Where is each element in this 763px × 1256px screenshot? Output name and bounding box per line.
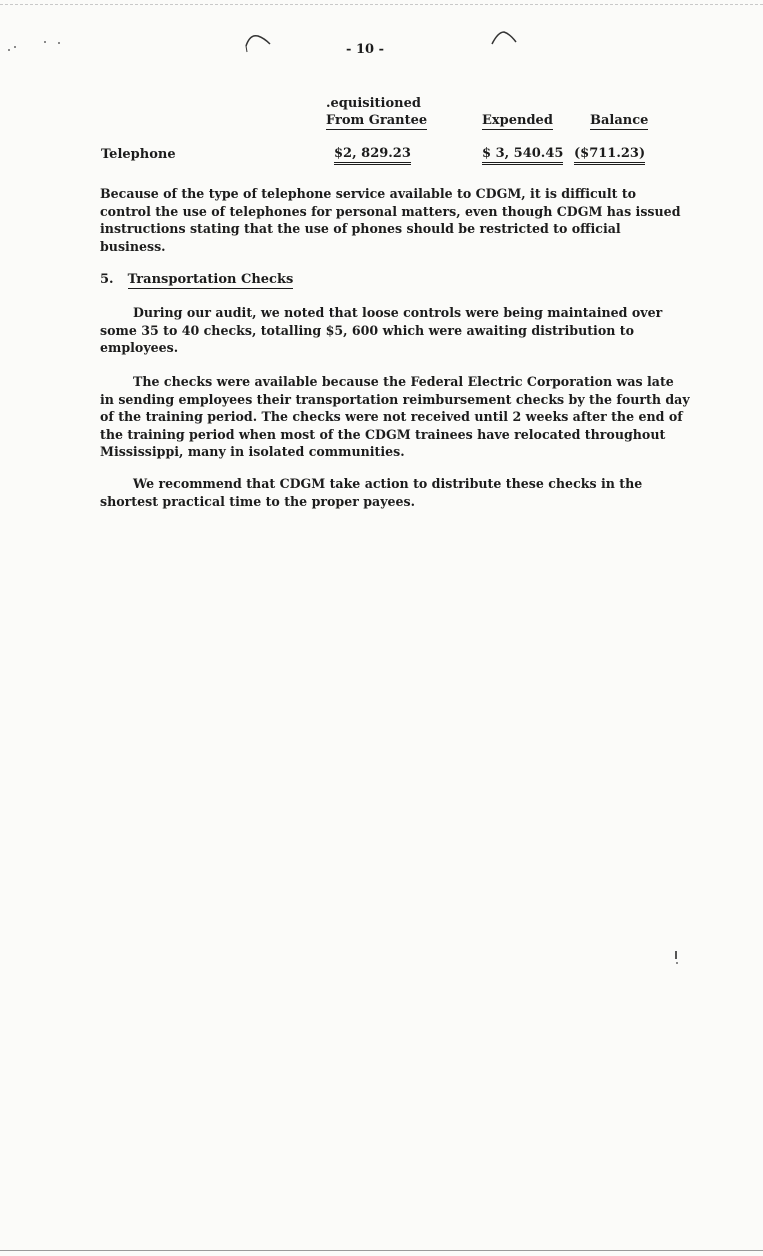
recommendation-paragraph: We recommend that CDGM take action to distribute these checks in the shortest practical time to the proper payees. [100, 476, 643, 509]
checks-paragraph: The checks were available because the Federal Electric Corporation was late in sending employees their transportation reimbursement checks by the fourth day of the training period. The checks were not received until 2 weeks after the end of the training period when most of the CDGM trainees have relocated throughout Mississippi, many in isolated communities. [100, 374, 690, 459]
requisitioned-value: $2, 829.23 [334, 146, 411, 161]
expended-value: $ 3, 540.45 [482, 146, 563, 161]
section-heading: 5. Transportation Checks [100, 272, 294, 287]
speck [675, 951, 677, 959]
speck [676, 962, 678, 964]
speck [58, 42, 60, 44]
balance-value: ($711.23) [574, 146, 645, 161]
balance-header: Balance [590, 113, 649, 128]
hole-punch-mark-left [240, 30, 274, 54]
bottom-border [0, 1250, 763, 1251]
telephone-paragraph: Because of the type of telephone service available to CDGM, it is difficult to control the use of telephones for personal matters, even though CDGM has issued instructions stating that the use of phones should be restricted to official business. [100, 186, 681, 254]
requisitioned-header: ․equisitioned From Grantee [326, 96, 428, 128]
expended-header: Expended [482, 113, 553, 128]
speck [8, 49, 10, 51]
hole-punch-mark-right [488, 26, 522, 50]
speck [14, 46, 16, 48]
table-row-label: Telephone [101, 147, 176, 162]
page-number: - 10 - [346, 42, 384, 57]
audit-paragraph: During our audit, we noted that loose controls were being maintained over some 35 to 40 checks, totalling $5, 600 which were awaiting distribution to employees. [100, 305, 663, 355]
speck [44, 41, 46, 43]
top-border [0, 4, 763, 5]
